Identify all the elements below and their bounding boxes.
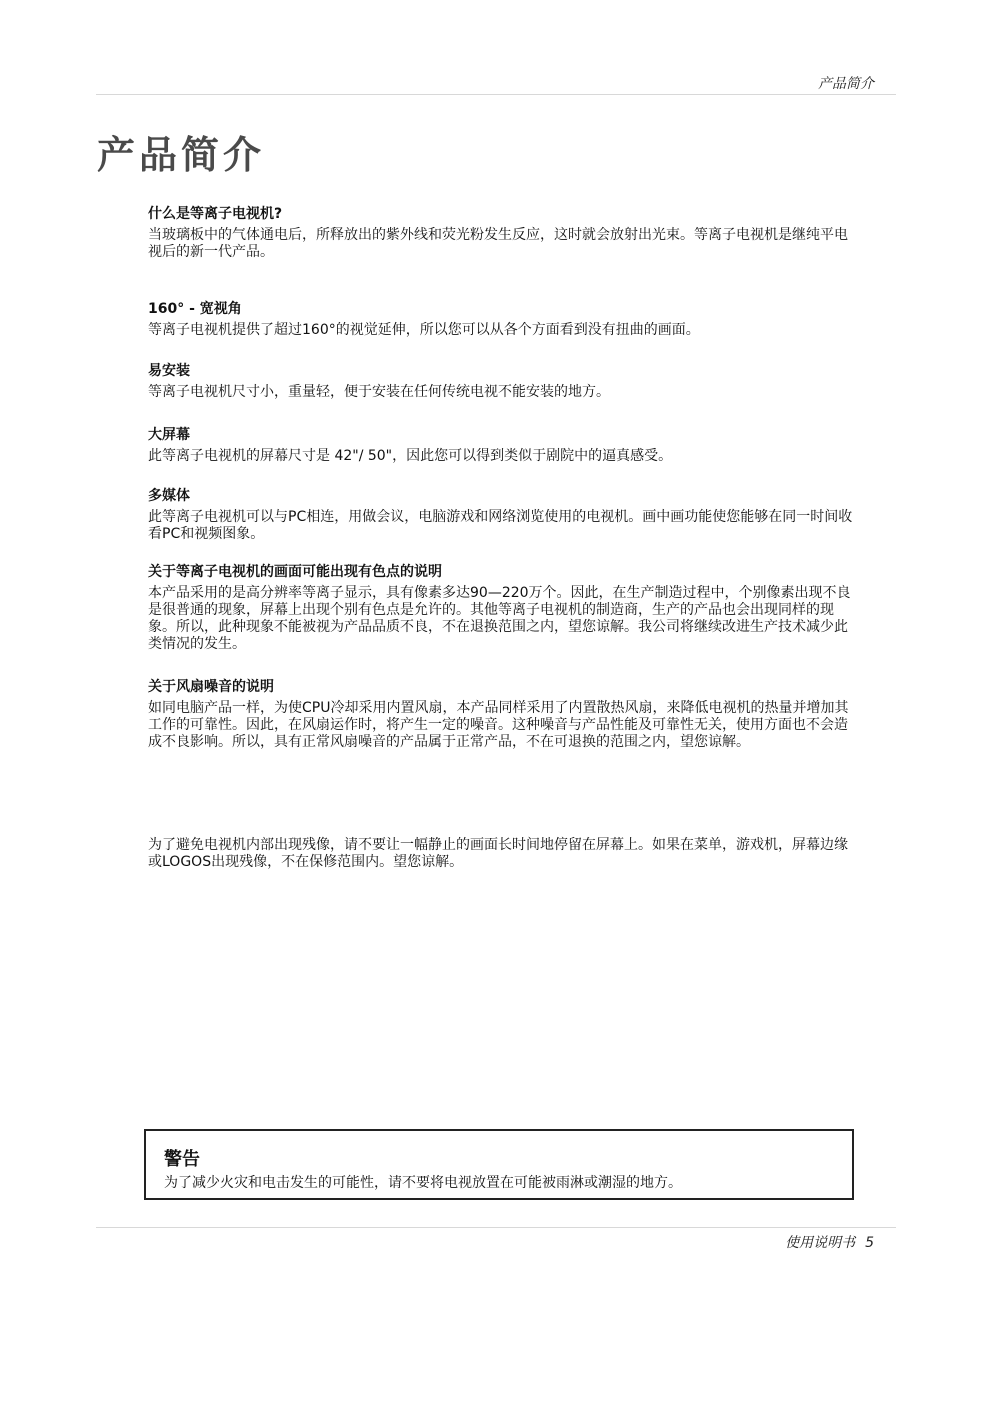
section-easy-install — [148, 360, 860, 401]
footer-divider — [96, 1227, 896, 1228]
section-heading: 易安装 — [148, 363, 190, 379]
section-heading: 大屏幕 — [148, 427, 190, 443]
footer-manual-label: 使用说明书 — [785, 1235, 856, 1251]
section-body: 此等离子电视机可以与PC相连，用做会议，电脑游戏和网络浏览使用的电视机。画中画功能使您能够在同一时间收看PC和视频图象。 — [148, 509, 853, 542]
section-heading: 多媒体 — [148, 488, 190, 504]
section-wide-angle — [148, 298, 860, 339]
header-divider — [96, 94, 896, 95]
section-body: 本产品采用的是高分辨率等离子显示，具有像素多达90—220万个。因此，在生产制造过程中，个别像素出现不良是很普通的现象，屏幕上出现个别有色点是允许的。其他等离子电视机的制造商，生产的产品也会出现同样的现象。所以，此种现象不能被视为产品品质不良，不在退换范围之内，望您谅解。我公司将继续改进生产技术减少此类情况的发生。 — [148, 585, 851, 652]
section-heading: 关于等离子电视机的画面可能出现有色点的说明 — [148, 564, 442, 580]
note-body: 为了避免电视机内部出现残像，请不要让一幅静止的画面长时间地停留在屏幕上。如果在菜单，游戏机，屏幕边缘或LOGOS出现残像，不在保修范围内。望您谅解。 — [148, 837, 848, 870]
warning-text: 为了减少火灾和电击发生的可能性，请不要将电视放置在可能被雨淋或潮湿的地方。 — [164, 1175, 682, 1191]
warning-title: 警告 — [164, 1149, 200, 1170]
section-body: 此等离子电视机的屏幕尺寸是 42"/ 50"，因此您可以得到类似于剧院中的逼真感受。 — [148, 448, 673, 464]
running-header: 产品简介 — [818, 76, 874, 92]
warning-box — [144, 1129, 854, 1200]
section-body: 当玻璃板中的气体通电后，所释放出的紫外线和荧光粉发生反应，这时就会放射出光束。等离子电视机是继纯平电视后的新一代产品。 — [148, 227, 848, 260]
section-heading: 什么是等离子电视机? — [148, 206, 283, 222]
section-what-is-plasma — [148, 203, 860, 261]
section-large-screen — [148, 424, 860, 465]
section-body: 如同电脑产品一样，为使CPU冷却采用内置风扇，本产品同样采用了内置散热风扇，来降低电视机的热量并增加其工作的可靠性。因此，在风扇运作时，将产生一定的噪音。这种噪音与产品性能及可靠性无关，使用方面也不会造成不良影响。所以，具有正常风扇噪音的产品属于正常产品，不在可退换的范围之内，望您谅解。 — [148, 700, 849, 750]
section-color-dots — [148, 561, 860, 653]
section-multimedia — [148, 485, 860, 543]
section-heading: 160° - 宽视角 — [148, 301, 242, 317]
section-image-retention-note — [148, 837, 860, 871]
section-body: 等离子电视机提供了超过160°的视觉延伸，所以您可以从各个方面看到没有扭曲的画面。 — [148, 322, 700, 338]
section-fan-noise — [148, 676, 860, 751]
page-title: 产品简介 — [97, 133, 266, 177]
page-number: 5 — [865, 1235, 874, 1251]
footer — [785, 1232, 874, 1252]
section-body: 等离子电视机尺寸小，重量轻，便于安装在任何传统电视不能安装的地方。 — [148, 384, 610, 400]
section-heading: 关于风扇噪音的说明 — [148, 679, 274, 695]
